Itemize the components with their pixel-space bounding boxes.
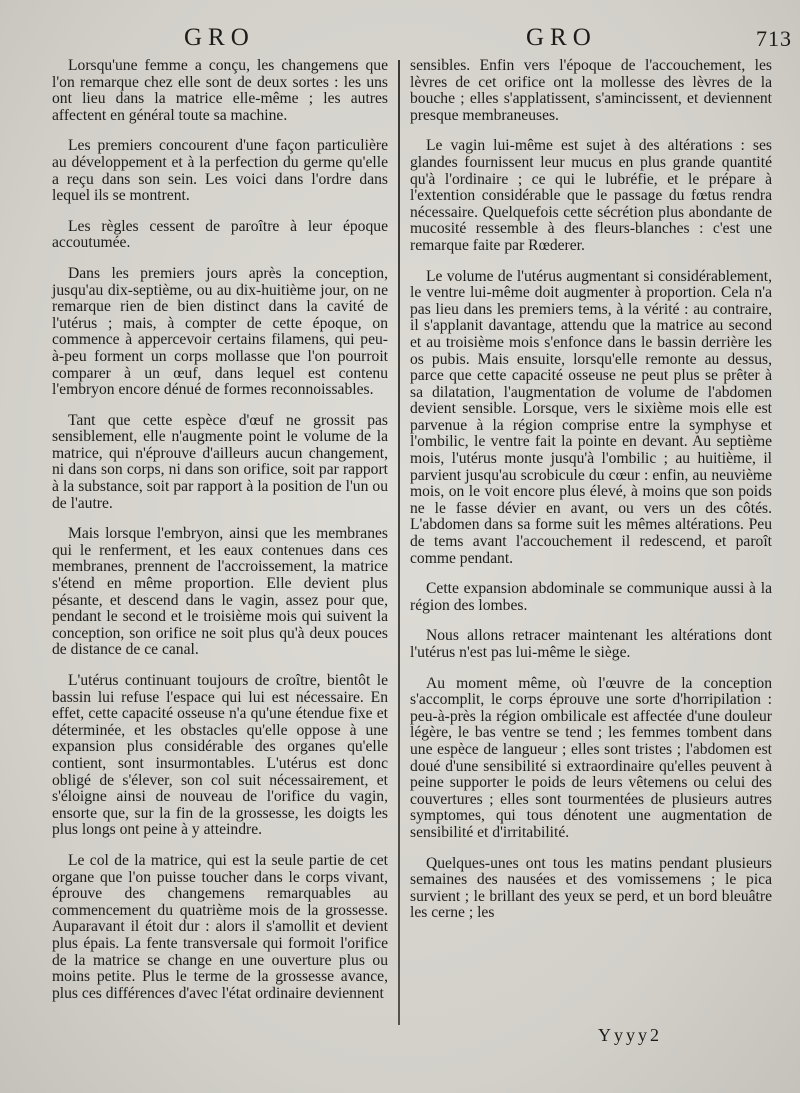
column-divider [398,60,400,1025]
paragraph: Tant que cette espèce d'œuf ne grossit pas sensiblement, elle n'augmente point le volume de la matrice, qui n'éprouve d'ailleurs aucun changement, ni dans son corps, ni dans son orifice, soit par rapport à la substance, soit par rapport à la position de l'un ou de l'autre. [52,411,388,512]
paragraph: Lorsqu'une femme a conçu, les changemens que l'on remarque chez elle sont de deux sortes : les uns ont lieu dans la matrice elle-même ; les autres affectent en général toute sa machine. [52,57,388,124]
paragraph: Les premiers concourent d'une façon particulière au développement et à la perfection du germe qu'elle a reçu dans son sein. Les voici dans l'ordre dans lequel ils se montrent. [52,137,388,205]
paragraph: Au moment même, où l'œuvre de la conception s'accomplit, le corps éprouve une sorte d'horripilation : peu-à-près la région ombilicale est affectée d'une douleur légère, le bas ventre se tend ; les femmes tombent dans une espèce de langueur ; elles sont tristes ; l'abdomen est doué d'une sensibilité si extraordinaire qu'elles peuvent à peine supporter le poids de leurs vêtemens ou celui des couvertures ; elles sont tourmentées de plusieurs autres symptomes, qui tous dénotent une augmentation de sensibilité et d'irritabilité. [410,674,772,841]
signature-mark: Yyyy2 [598,1025,662,1045]
paragraph: Quelques-unes ont tous les matins pendant plusieurs semaines des nausées et des vomissemens ; le pica survient ; le brillant des yeux se perd, et un bord bleuâtre les cerne ; les [410,854,772,922]
paragraph: Le vagin lui-même est sujet à des altérations : ses glandes fournissent leur mucus en plus grande quantité qu'à l'ordinaire ; ce qui le lubréfie, et le prépare à l'extention considérable que le passage du fœtus rendra nécessaire. Quelquefois cette sécrétion plus abondante de mucosité ressemble à des fleurs-blanches : c'est une remarque faite par Rœderer. [410,137,772,254]
paragraph: L'utérus continuant toujours de croître, bientôt le bassin lui refuse l'espace qui lui est nécessaire. En effet, cette capacité osseuse n'a qu'une étendue fixe et déterminée, et les obstacles qu'elle oppose à une expansion plus considérable des organes qu'elle contient, sont insurmontables. L'utérus est donc obligé de s'élever, son col suit nécessairement, et s'éloigne ainsi de nouveau de l'orifice du vagin, ensorte que, sur la fin de la grossesse, les doigts les plus longs ont peine à y atteindre. [52,672,388,839]
running-head-left: GRO [184,24,255,51]
right-column [410,58,772,936]
paragraph: Mais lorsque l'embryon, ainsi que les membranes qui le renferment, et les eaux contenues dans ces membranes, prennent de l'accroissement, la matrice s'étend en même proportion. Elle devient plus pésante, et descend dans le vagin, assez pour que, pendant le second et le troisième mois qui suivent la conception, son orifice ne soit plus qu'à deux pouces de distance de ce canal. [52,525,388,659]
paragraph: Le col de la matrice, qui est la seule partie de cet organe que l'on puisse toucher dans le corps vivant, éprouve des changemens remarquables au commencement du quatrième mois de la grossesse. Auparavant il étoit dur : alors il s'amollit et devient plus épais. La fente transversale qui formoit l'orifice de la matrice se change en une ouverture plus ou moins petite. Plus le terme de la grossesse avance, plus ces différences d'avec l'état ordinaire deviennent [52,851,388,1002]
running-head-right: GRO [526,24,597,51]
page-header [0,20,800,54]
paragraph: sensibles. Enfin vers l'époque de l'accouchement, les lèvres de cet orifice ont la mollesse des lèvres de la bouche ; elles s'applatissent, s'amincissent, et deviennent presque membraneuses. [410,57,772,124]
paragraph: Nous allons retracer maintenant les altérations dont l'utérus n'est pas lui-même le siège. [410,627,772,661]
left-column [52,58,388,1016]
paragraph: Les règles cessent de paroître à leur époque accoutumée. [52,217,388,252]
paragraph: Dans les premiers jours après la conception, jusqu'au dix-septième, ou au dix-huitième jour, on ne remarque rien de bien distinct dans la cavité de l'utérus ; mais, à compter de cette époque, on commence à appercevoir certains filamens, qui peu-à-peu forment un corps mollasse que l'on pourroit comparer à un œuf, dans lequel est contenu l'embryon encore dénué de formes reconnoissables. [52,264,388,399]
paragraph: Cette expansion abdominale se communique aussi à la région des lombes. [410,580,772,614]
paragraph: Le volume de l'utérus augmentant si considérablement, le ventre lui-même doit augmenter à proportion. Cela n'a pas lieu dans les premiers tems, à la vérité : au contraire, il s'applanit davantage, attendu que la matrice au second et au troisième mois s'enfonce dans le bassin derrière les os pubis. Mais ensuite, lorsqu'elle remonte au dessus, parce que cette capacité osseuse ne peut plus se prêter à sa dilatation, l'augmentation de volume de l'abdomen devient sensible. Lorsque, vers le sixième mois elle est parvenue à la région comprise entre la symphyse et l'ombilic, le ventre fait la pointe en devant. Au septième mois, l'utérus monte jusqu'à l'ombilic ; au huitième, il parvient jusqu'au scrobicule du cœur : enfin, au neuvième mois, on le voit encore plus élevé, à moins que son poids ne le fasse dévier en avant, ou vers un des côtés. L'abdomen dans sa forme suit les mêmes altérations. Peu de tems avant l'accouchement il redescend, et paroît comme pendant. [410,267,772,567]
page-number: 713 [756,26,792,51]
